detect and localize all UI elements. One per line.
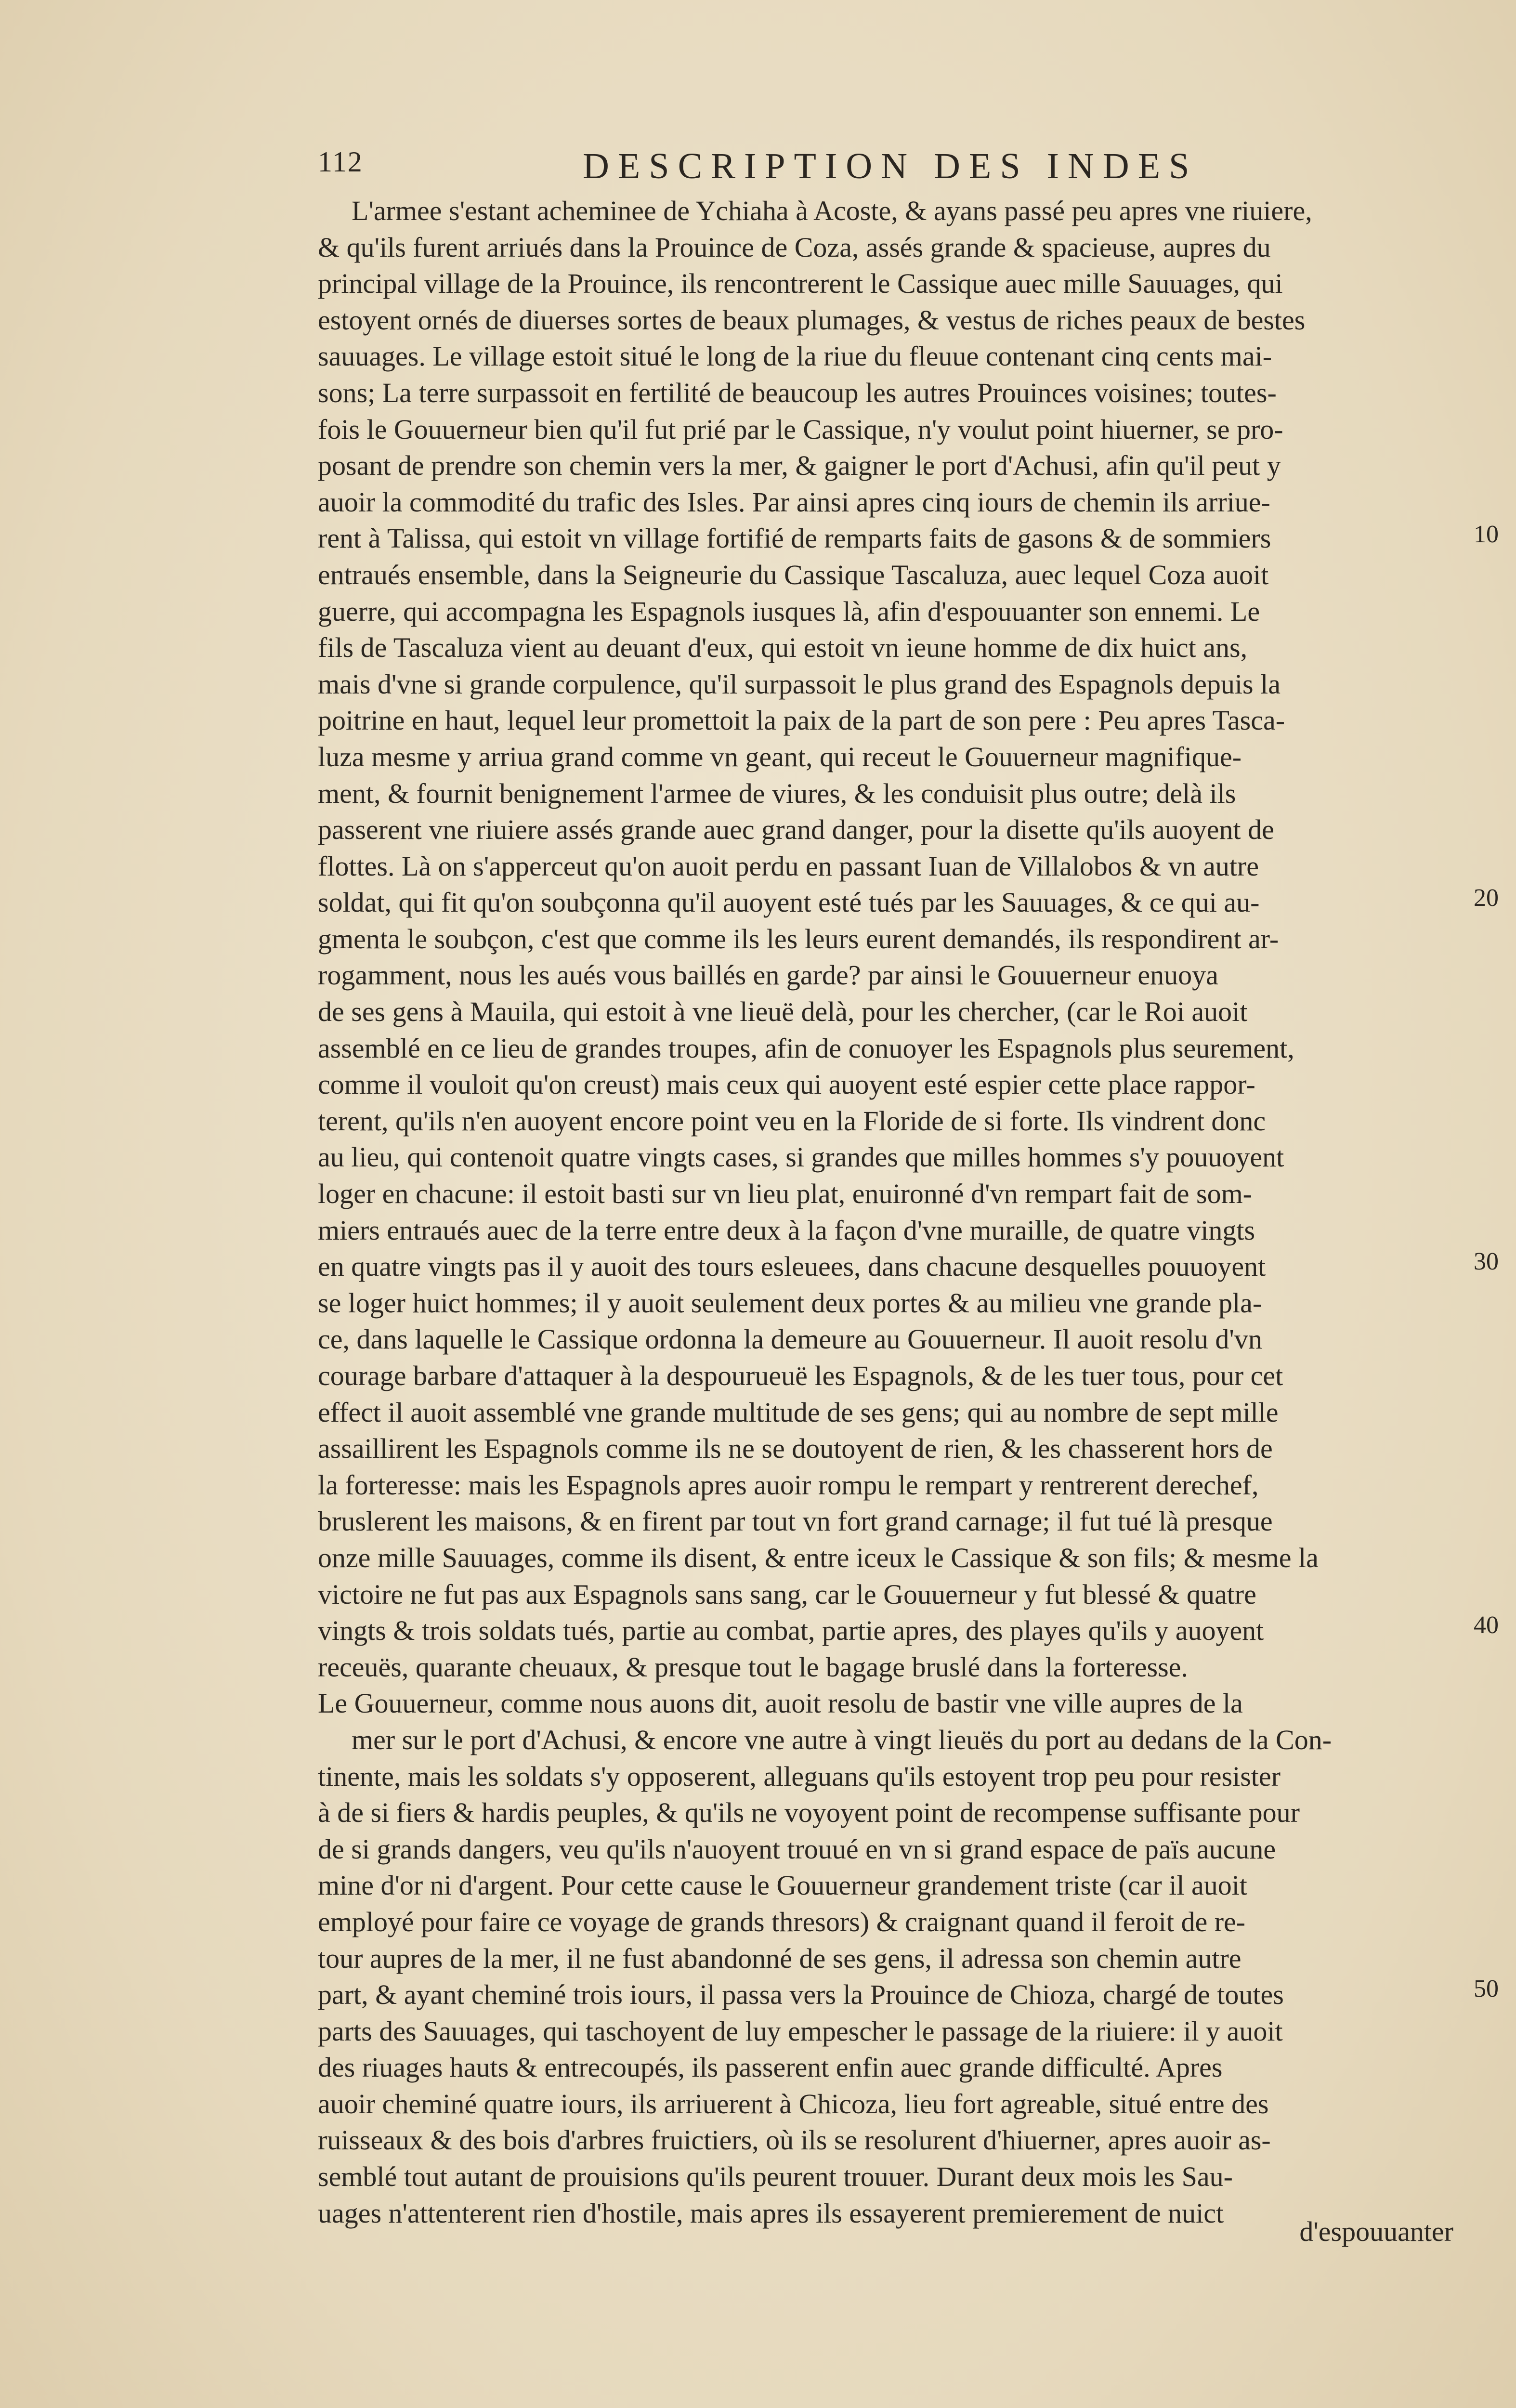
text-line: semblé tout autant de prouisions qu'ils peurent trouuer. Durant deux mois les Sau- — [318, 2161, 1233, 2193]
text-line: terent, qu'ils n'en auoyent encore point veu en la Floride de si forte. Ils vindrent donc — [318, 1105, 1266, 1137]
line-number-marker: 30 — [1474, 1248, 1499, 1275]
text-line: flottes. Là on s'apperceut qu'on auoit perdu en passant Iuan de Villalobos & vn autre — [318, 850, 1259, 882]
text-line: uages n'attenterent rien d'hostile, mais apres ils essayerent premierement de nuict — [318, 2197, 1224, 2229]
text-line: fois le Gouuerneur bien qu'il fut prié par le Cassique, n'y voulut point hiuerner, se pro- — [318, 413, 1283, 445]
text-line: ment, & fournit benignement l'armee de viures, & les conduisit plus outre; delà ils — [318, 777, 1236, 809]
text-line: & qu'ils furent arriués dans la Prouince de Coza, assés grande & spacieuse, aupres du — [318, 231, 1271, 263]
text-line: mer sur le port d'Achusi, & encore vne autre à vingt lieuës du port au dedans de la Con- — [352, 1724, 1332, 1755]
text-line: assaillirent les Espagnols comme ils ne se doutoyent de rien, & les chasserent hors de — [318, 1433, 1273, 1465]
text-line: de si grands dangers, veu qu'ils n'auoyent trouué en vn si grand espace de païs aucune — [318, 1833, 1276, 1865]
text-line: victoire ne fut pas aux Espagnols sans sang, car le Gouuerneur y fut blessé & quatre — [318, 1578, 1256, 1610]
text-line: passerent vne riuiere assés grande auec grand danger, pour la disette qu'ils auoyent de — [318, 814, 1274, 846]
text-line: receuës, quarante cheuaux, & presque tout le bagage bruslé dans la forteresse. — [318, 1651, 1188, 1683]
line-number-marker: 10 — [1474, 521, 1499, 548]
line-number-marker: 40 — [1474, 1611, 1499, 1639]
text-line: de ses gens à Mauila, qui estoit à vne lieuë delà, pour les chercher, (car le Roi auoit — [318, 996, 1248, 1028]
text-line: auoir cheminé quatre iours, ils arriuerent à Chicoza, lieu fort agreable, situé entre des — [318, 2088, 1269, 2120]
line-number-marker: 20 — [1474, 884, 1499, 912]
text-line: assemblé en ce lieu de grandes troupes, afin de conuoyer les Espagnols plus seurement, — [318, 1032, 1294, 1064]
line-number-marker: 50 — [1474, 1975, 1499, 2002]
text-line: parts des Sauuages, qui taschoyent de luy empescher le passage de la riuiere: il y auoit — [318, 2015, 1283, 2047]
text-line: employé pour faire ce voyage de grands thresors) & craignant quand il feroit de re- — [318, 1906, 1246, 1937]
page-number: 112 — [318, 146, 363, 178]
text-line: sauuages. Le village estoit situé le long de la riue du fleuue contenant cinq cents mai- — [318, 340, 1272, 372]
text-line: au lieu, qui contenoit quatre vingts cases, si grandes que milles hommes s'y pouuoyent — [318, 1141, 1284, 1173]
text-line: loger en chacune: il estoit basti sur vn lieu plat, enuironné d'vn rempart fait de som- — [318, 1178, 1252, 1210]
body-text — [318, 193, 1464, 2231]
text-line: courage barbare d'attaquer à la despourueuë les Espagnols, & de les tuer tous, pour cet — [318, 1360, 1283, 1391]
text-line: entraués ensemble, dans la Seigneurie du Cassique Tascaluza, auec lequel Coza auoit — [318, 559, 1269, 590]
text-line: fils de Tascaluza vient au deuant d'eux, qui estoit vn ieune homme de dix huict ans, — [318, 632, 1248, 664]
text-line: soldat, qui fit qu'on soubçonna qu'il auoyent esté tués par les Sauuages, & ce qui au- — [318, 887, 1260, 918]
text-line: ce, dans laquelle le Cassique ordonna la demeure au Gouuerneur. Il auoit resolu d'vn — [318, 1323, 1262, 1355]
text-line: onze mille Sauuages, comme ils disent, & entre iceux le Cassique & son fils; & mesme la — [318, 1542, 1319, 1573]
text-line: Le Gouuerneur, comme nous auons dit, auoit resolu de bastir vne ville aupres de la — [318, 1688, 1243, 1719]
text-line: rent à Talissa, qui estoit vn village fortifié de remparts faits de gasons & de sommiers — [318, 523, 1271, 554]
text-line: des riuages hauts & entrecoupés, ils passerent enfin auec grande difficulté. Apres — [318, 2052, 1223, 2083]
text-line: sons; La terre surpassoit en fertilité de beaucoup les autres Prouinces voisines; toutes- — [318, 377, 1277, 408]
text-line: effect il auoit assemblé vne grande multitude de ses gens; qui au nombre de sept mille — [318, 1396, 1279, 1428]
text-line: auoir la commodité du trafic des Isles. Par ainsi apres cinq iours de chemin ils arriue- — [318, 486, 1270, 518]
text-line: tour aupres de la mer, il ne fust abandonné de ses gens, il adressa son chemin autre — [318, 1942, 1242, 1974]
text-line: mine d'or ni d'argent. Pour cette cause le Gouuerneur grandement triste (car il auoit — [318, 1870, 1247, 1901]
running-head — [318, 145, 1343, 189]
text-line: ruisseaux & des bois d'arbres fruictiers, où ils se resolurent d'hiuerner, apres auoir as- — [318, 2124, 1271, 2156]
text-line: luza mesme y arriua grand comme vn geant, qui receut le Gouuerneur magnifique- — [318, 741, 1242, 772]
text-line: part, & ayant cheminé trois iours, il passa vers la Prouince de Chioza, chargé de toutes — [318, 1979, 1284, 2011]
text-line: guerre, qui accompagna les Espagnols iusques là, afin d'espouuanter son ennemi. Le — [318, 595, 1260, 627]
text-line: tinente, mais les soldats s'y opposerent, alleguans qu'ils estoyent trop peu pour resister — [318, 1760, 1281, 1792]
text-line: poitrine en haut, lequel leur promettoit la paix de la part de son pere : Peu apres Tasca- — [318, 705, 1285, 736]
text-line: bruslerent les maisons, & en firent par tout vn fort grand carnage; il fut tué là presque — [318, 1505, 1273, 1537]
running-title: DESCRIPTION DES INDES — [583, 146, 1198, 186]
text-line: miers entraués auec de la terre entre deux à la façon d'vne muraille, de quatre vingts — [318, 1214, 1255, 1246]
text-line: L'armee s'estant acheminee de Ychiaha à Acoste, & ayans passé peu apres vne riuiere, — [352, 195, 1312, 226]
text-line: mais d'vne si grande corpulence, qu'il surpassoit le plus grand des Espagnols depuis la — [318, 668, 1281, 700]
text-line: la forteresse: mais les Espagnols apres auoir rompu le rempart y rentrerent derechef, — [318, 1469, 1259, 1501]
text-line: posant de prendre son chemin vers la mer, & gaigner le port d'Achusi, afin qu'il peut y — [318, 450, 1281, 482]
text-line: principal village de la Prouince, ils rencontrerent le Cassique auec mille Sauuages, qui — [318, 268, 1283, 300]
text-line: en quatre vingts pas il y auoit des tours esleuees, dans chacune desquelles pouuoyent — [318, 1251, 1266, 1283]
text-line: à de si fiers & hardis peuples, & qu'ils ne voyoyent point de recompense suffisante pour — [318, 1797, 1300, 1829]
text-line: vingts & trois soldats tués, partie au combat, partie apres, des playes qu'ils y auoyent — [318, 1615, 1264, 1647]
text-line: gmenta le soubçon, c'est que comme ils les leurs eurent demandés, ils respondirent ar- — [318, 923, 1279, 955]
text-line: estoyent ornés de diuerses sortes de beaux plumages, & vestus de riches peaux de bestes — [318, 304, 1306, 336]
catchword: d'espouuanter — [1299, 2216, 1453, 2247]
text-line: comme il vouloit qu'on creust) mais ceux qui auoyent esté espier cette place rappor- — [318, 1069, 1255, 1100]
text-line: se loger huict hommes; il y auoit seulement deux portes & au milieu vne grande pla- — [318, 1287, 1262, 1319]
text-line: rogamment, nous les aués vous baillés en garde? par ainsi le Gouuerneur enuoya — [318, 959, 1218, 991]
